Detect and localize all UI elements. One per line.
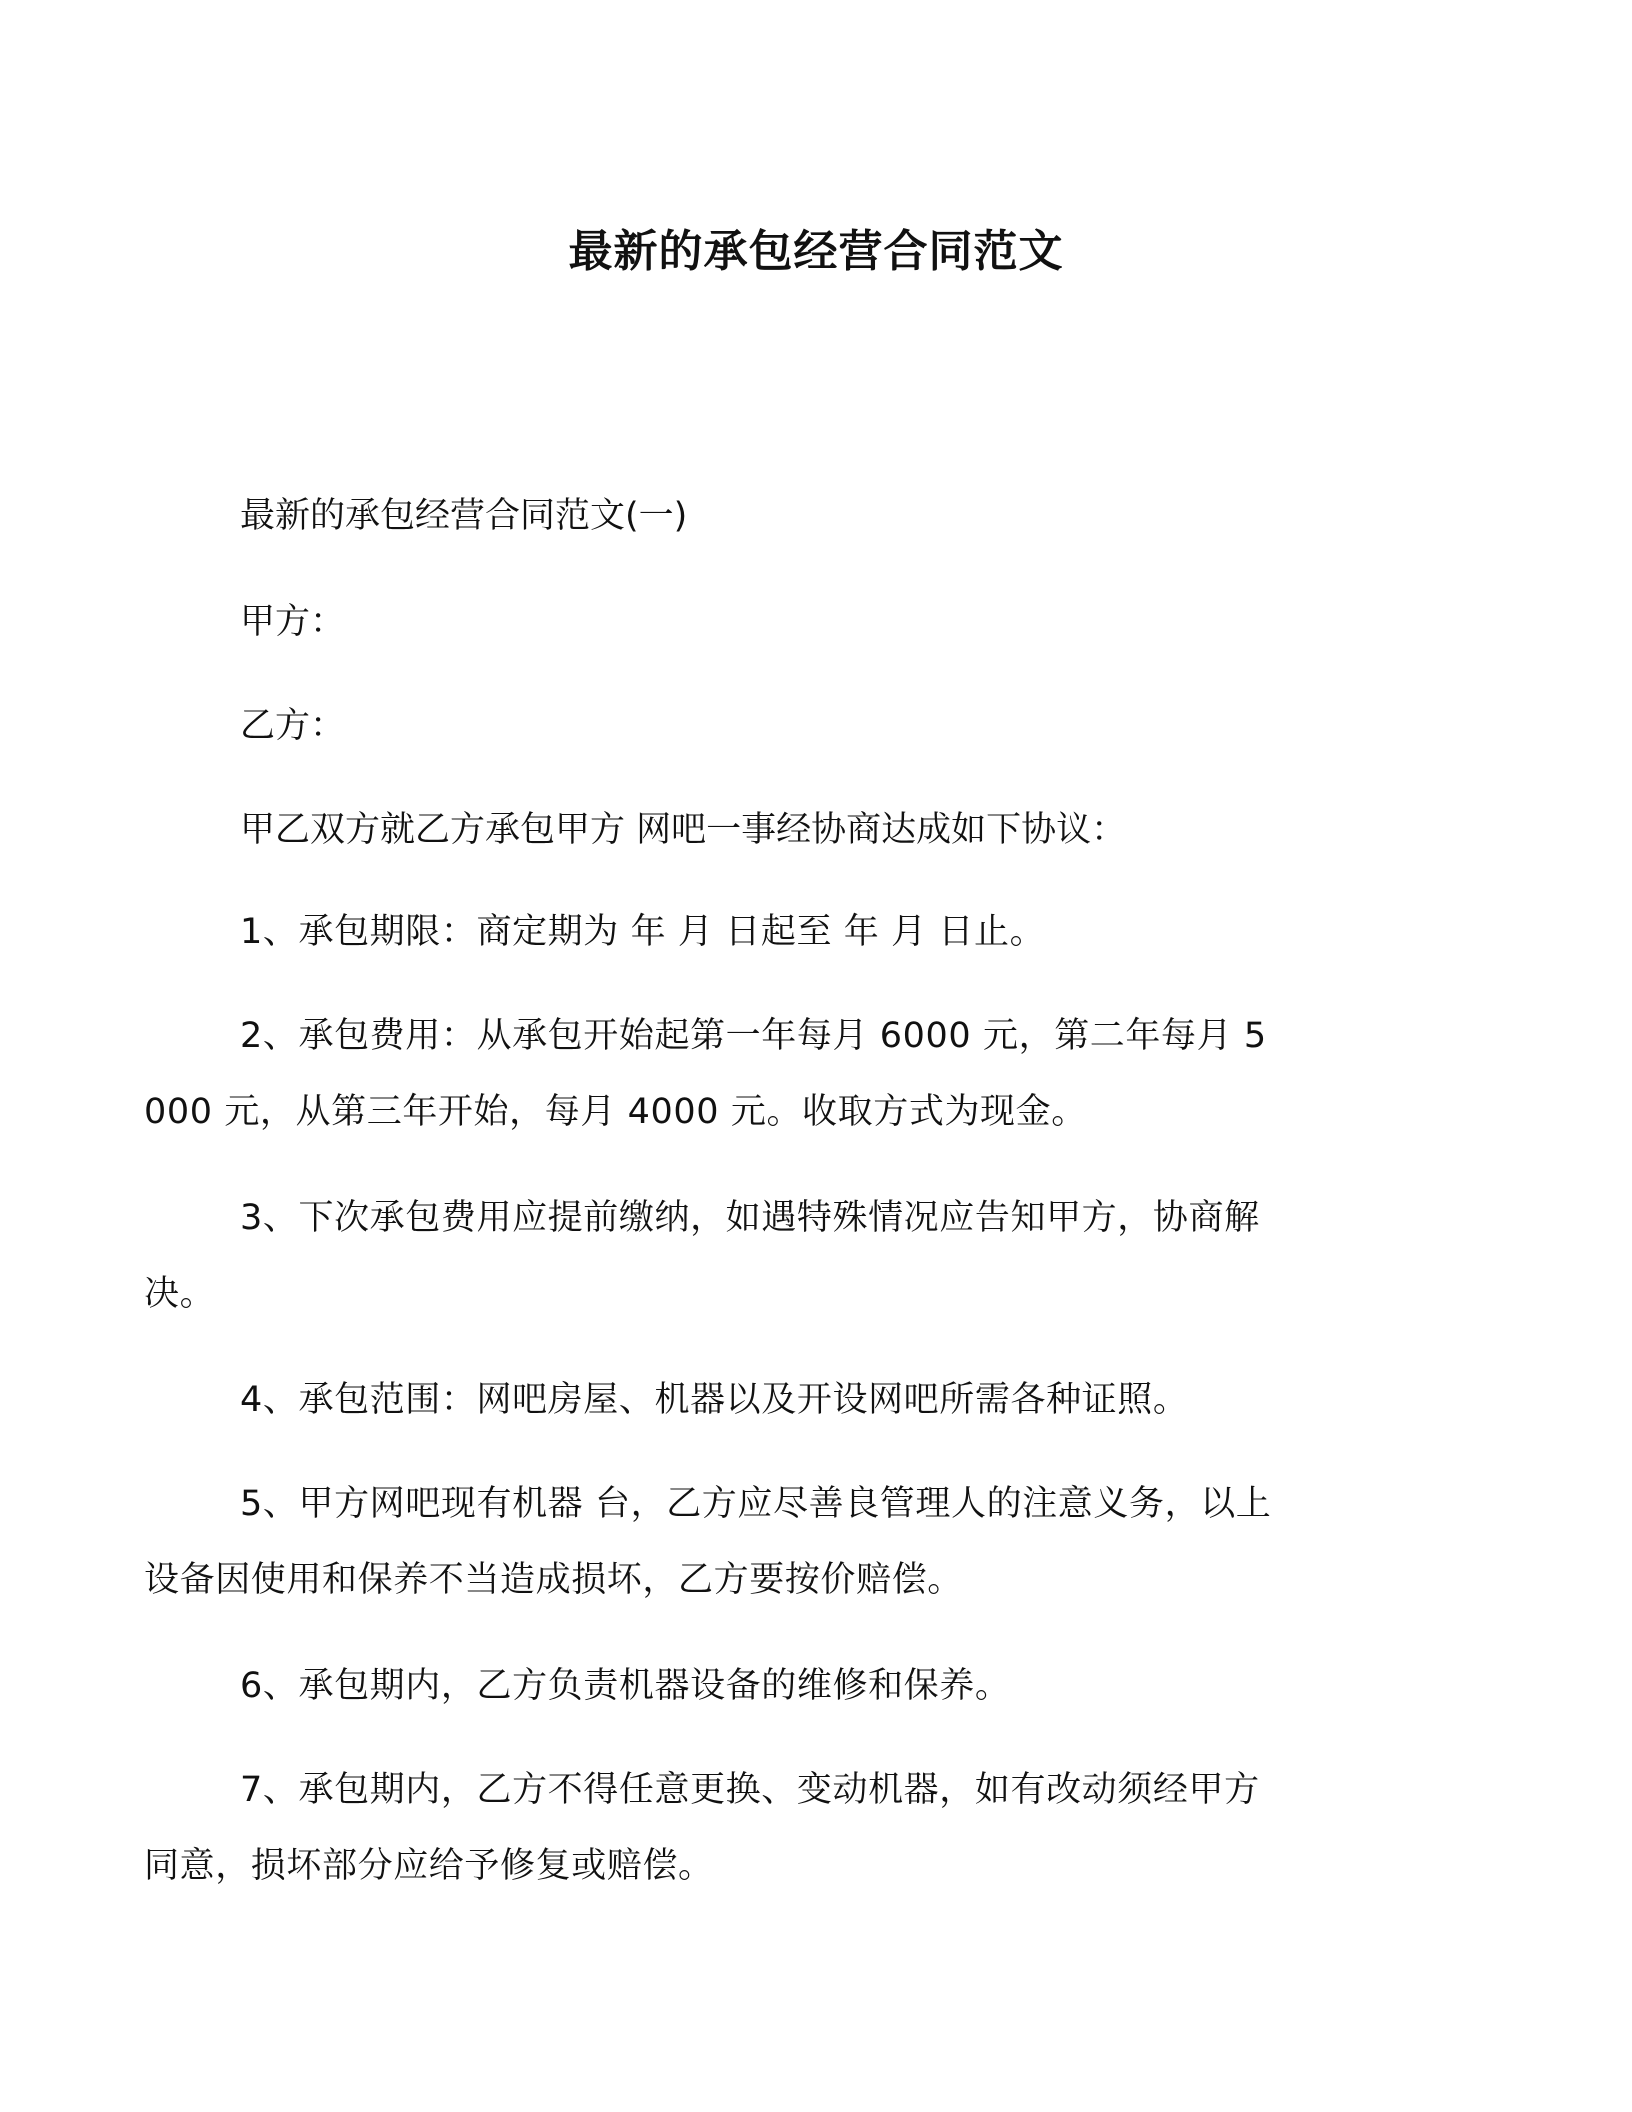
clause-4: 4、承包范围：网吧房屋、机器以及开设网吧所需各种证照。 (240, 1380, 1189, 1420)
clause-3 (144, 1180, 1370, 1332)
clause-2-text: 2、承包费用：从承包开始起第一年每月 6000 元，第二年每月 5000 元，从第三年开始，每月 4000 元。收取方式为现金。 (144, 1016, 1267, 1132)
clause-1: 1、承包期限：商定期为 年 月 日起至 年 月 日止。 (240, 912, 1046, 952)
clause-2 (144, 998, 1370, 1150)
clause-5 (144, 1466, 1370, 1618)
clause-6: 6、承包期内，乙方负责机器设备的维修和保养。 (240, 1666, 1011, 1706)
intro-paragraph: 甲乙双方就乙方承包甲方 网吧一事经协商达成如下协议： (240, 810, 1127, 850)
clause-7-text: 7、承包期内，乙方不得任意更换、变动机器，如有改动须经甲方同意，损坏部分应给予修复或赔偿。 (144, 1770, 1260, 1886)
clause-7 (144, 1752, 1370, 1904)
section-subtitle: 最新的承包经营合同范文(一) (240, 496, 688, 536)
page-title: 最新的承包经营合同范文 (568, 226, 1064, 277)
clause-3-text: 3、下次承包费用应提前缴纳，如遇特殊情况应告知甲方，协商解决。 (144, 1198, 1260, 1314)
party-a-label: 甲方： (240, 602, 346, 642)
clause-5-text: 5、甲方网吧现有机器 台，乙方应尽善良管理人的注意义务，以上设备因使用和保养不当造成损坏，乙方要按价赔偿。 (144, 1484, 1272, 1600)
party-b-label: 乙方： (240, 706, 346, 746)
